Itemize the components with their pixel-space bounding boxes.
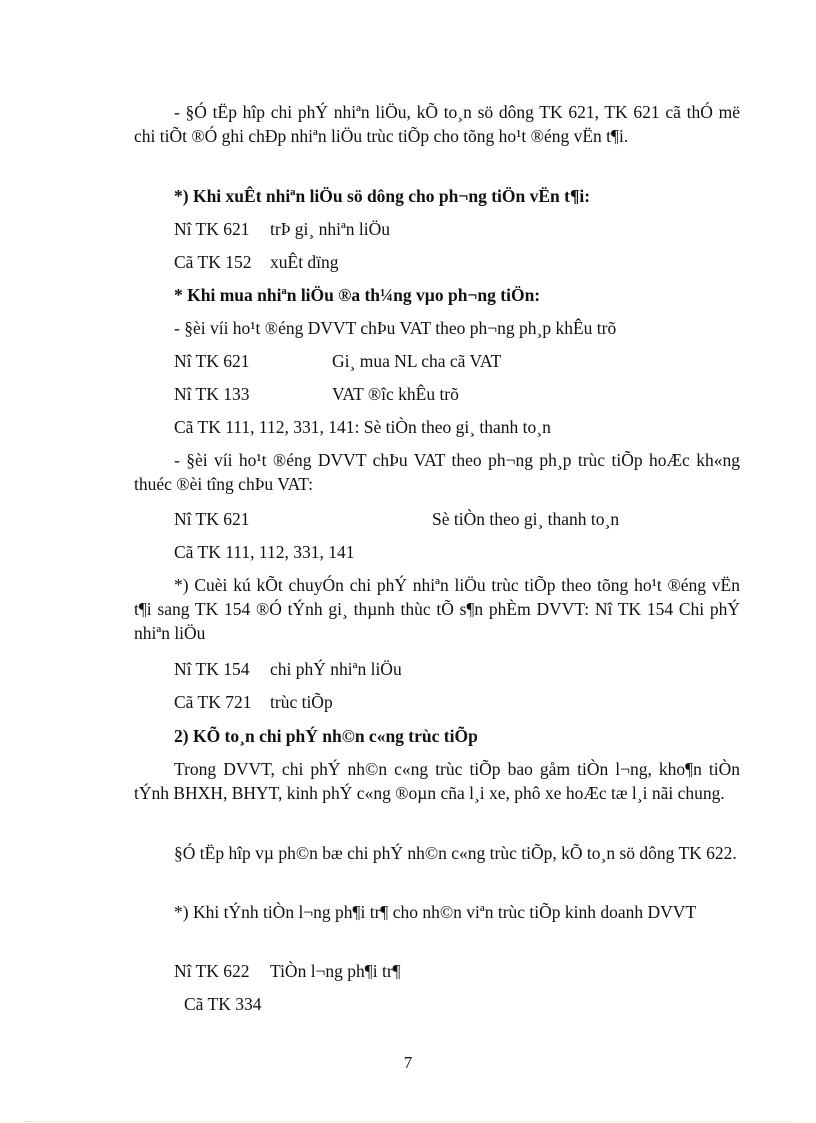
entry-credit-334: Cã TK 334: [184, 994, 262, 1014]
entry-debit-133: [174, 382, 459, 406]
entry-description: VAT ®îc khÊu trõ: [332, 384, 459, 404]
paragraph-intro: - §Ó tËp hîp chi phÝ nhiªn liÖu, kÕ to¸n sö dông TK 621, TK 621 cã thÓ më chi tiÕt ®Ó ghi chÐp nhiªn liÖu trùc tiÕp cho tõng ho¹t ®éng vËn t¶i.: [134, 102, 740, 146]
paragraph-labor-definition: Trong DVVT, chi phÝ nh©n c«ng trùc tiÕp bao gåm tiÒn l¬ng, kho¶n tiÒn tÝnh BHXH, BHYT, kinh phÝ c«ng ®oµn cña l¸i xe, phô xe hoÆc tæ l¸i nãi chung.: [134, 759, 740, 803]
case-deduction-method: - §èi víi ho¹t ®éng DVVT chÞu VAT theo ph¬ng ph¸p khÊu trõ: [174, 318, 617, 338]
entry-description: TiÒn l¬ng ph¶i tr¶: [270, 961, 401, 981]
entry-account: Nî TK 621: [174, 219, 250, 239]
entry-account: Nî TK 622: [174, 961, 250, 981]
entry-account: Cã TK 721: [174, 692, 252, 712]
entry-description: xuÊt dïng: [270, 252, 339, 272]
entry-credit-cash-direct: Cã TK 111, 112, 331, 141: [174, 542, 355, 562]
entry-debit-621-direct: [174, 507, 620, 531]
entry-description: chi phÝ nhiªn liÖu: [270, 659, 402, 679]
heading-fuel-issue: *) Khi xuÊt nhiªn liÖu sö dông cho ph¬ng tiÖn vËn t¶i:: [174, 186, 591, 206]
entry-account: Nî TK 621: [174, 509, 250, 529]
entry-account: Nî TK 154: [174, 659, 250, 679]
entry-credit-152: [174, 250, 339, 274]
page-number: 7: [403, 1053, 413, 1072]
paragraph-wage-calculation: *) Khi tÝnh tiÒn l¬ng ph¶i tr¶ cho nh©n viªn trùc tiÕp kinh doanh DVVT: [174, 902, 697, 922]
entry-debit-621: [174, 217, 391, 241]
entry-credit-721: [174, 690, 333, 714]
entry-debit-154: [174, 657, 402, 681]
section-heading-labor-cost: 2) KÕ to¸n chi phÝ nh©n c«ng trùc tiÕp: [174, 726, 478, 746]
entry-description: Sè tiÒn theo gi¸ thanh to¸n: [432, 509, 620, 529]
entry-debit-622: [174, 959, 401, 983]
entry-description: Gi¸ mua NL cha cã VAT: [332, 351, 502, 371]
entry-credit-cash: Cã TK 111, 112, 331, 141: Sè tiÒn theo gi¸ thanh to¸n: [174, 417, 551, 437]
paragraph-period-end: *) Cuèi kú kÕt chuyÓn chi phÝ nhiªn liÖu trùc tiÕp theo tõng ho¹t ®éng vËn t¶i sang TK 154 ®Ó tÝnh gi¸ thµnh thùc tÕ s¶n phÈm DVVT: Nî TK 154 Chi phÝ nhiªn liÖu: [134, 575, 740, 643]
entry-description: trÞ gi¸ nhiªn liÖu: [270, 219, 391, 239]
paragraph-labor-account: §Ó tËp hîp vµ ph©n bæ chi phÝ nh©n c«ng trùc tiÕp, kÕ to¸n sö dông TK 622.: [174, 843, 737, 863]
heading-fuel-purchase: * Khi mua nhiªn liÖu ®a th¼ng vµo ph¬ng tiÖn:: [174, 285, 541, 305]
entry-debit-621-purchase: [174, 349, 502, 373]
page-bottom-divider: [24, 1121, 792, 1122]
paragraph-direct-method: - §èi víi ho¹t ®éng DVVT chÞu VAT theo ph¬ng ph¸p trùc tiÕp hoÆc kh«ng thuéc ®èi tîng chÞu VAT:: [134, 450, 740, 494]
entry-account: Nî TK 621: [174, 351, 250, 371]
entry-description: trùc tiÕp: [270, 692, 333, 712]
entry-account: Nî TK 133: [174, 384, 250, 404]
entry-account: Cã TK 152: [174, 252, 252, 272]
